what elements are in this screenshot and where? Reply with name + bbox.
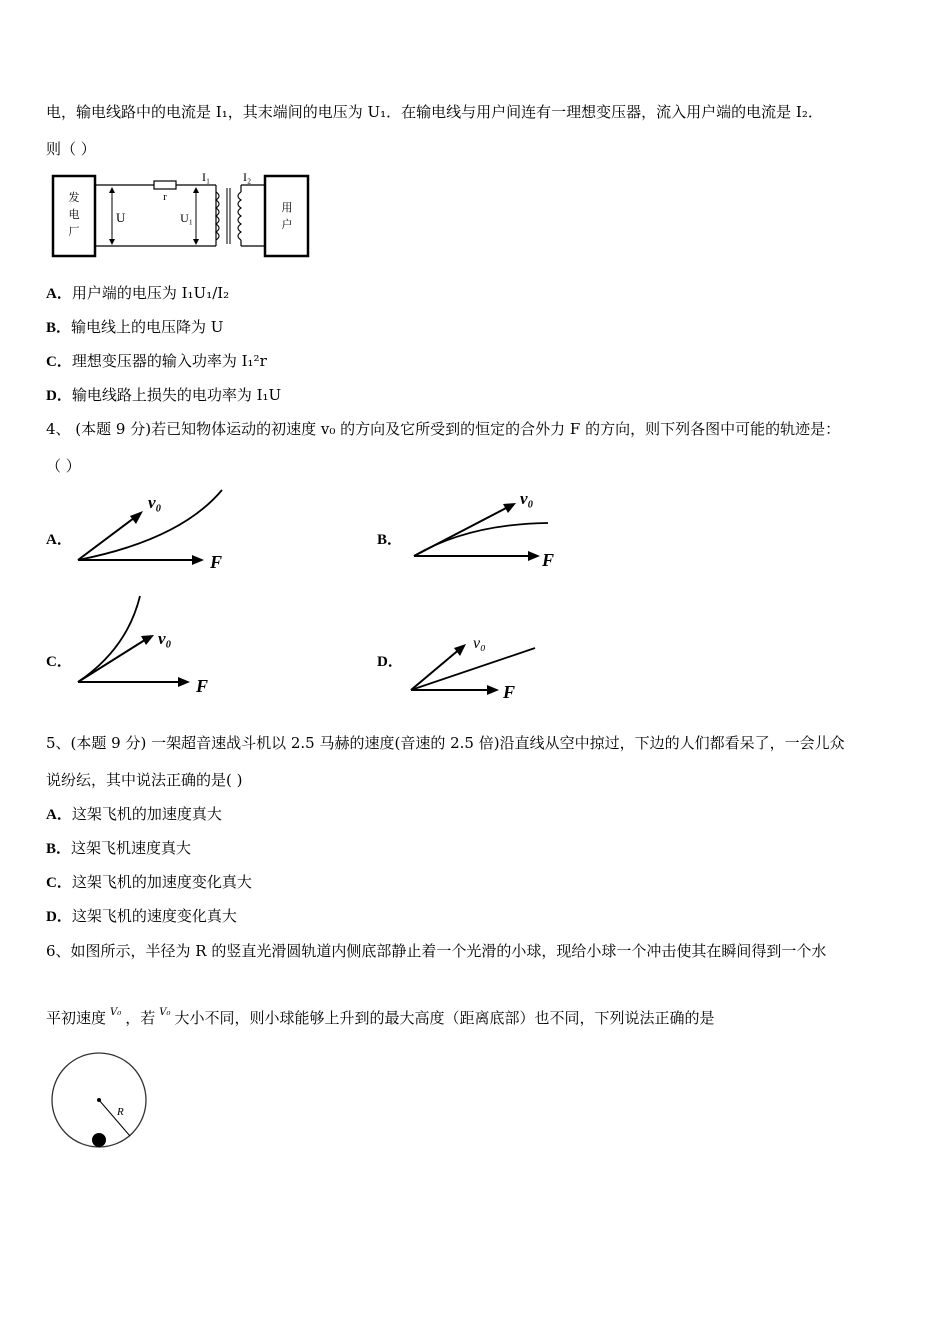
q3-option-c[interactable]: C．理想变压器的输入功率为 I₁²r <box>46 352 267 370</box>
q4-graph-d[interactable] <box>405 626 545 704</box>
q4-option-d-label[interactable]: D． <box>377 654 403 670</box>
q4-stem-line2: （ ） <box>46 457 81 475</box>
secondary-coil <box>238 192 241 240</box>
q5-stem-line1: 5、(本题 9 分) 一架超音速战斗机以 2.5 马赫的速度(音速的 2.5 倍)沿直线从空中掠过，下边的人们都看呆了，一会儿众 <box>46 734 845 752</box>
resistor-r <box>154 181 176 189</box>
v0-label-a: v₀ <box>148 493 162 512</box>
q4-option-a-label[interactable]: A． <box>46 532 72 548</box>
v0-symbol-1: V₀ <box>110 1007 122 1018</box>
q3-option-b[interactable]: B．输电线上的电压降为 U <box>46 318 224 336</box>
q3-option-d[interactable]: D．输电线路上损失的电功率为 I₁U <box>46 386 282 404</box>
I2-label: I₂ <box>243 170 252 184</box>
r-label: r <box>163 191 167 203</box>
circular-track-diagram <box>46 1050 156 1154</box>
U1-label: U₁ <box>180 211 193 225</box>
F-label-c: F <box>196 676 209 696</box>
trajectory-c <box>78 596 140 682</box>
small-ball <box>92 1133 106 1147</box>
q4-graph-c[interactable] <box>72 594 242 702</box>
user-box <box>265 176 308 256</box>
v0-label-d: v₀ <box>473 635 486 652</box>
radius-line <box>99 1100 130 1136</box>
F-label-d: F <box>503 682 516 702</box>
q6-stem-line2: 平初速度 $^{V_0}$ ，若 $^{V_0}$ 大小不同，则小球能够上升到的最大高度（距离底部）也不同，下列说法正确的是 <box>46 1007 715 1027</box>
q4-option-c-label[interactable]: C． <box>46 654 72 670</box>
q5-option-d[interactable]: D．这架飞机的速度变化真大 <box>46 907 237 925</box>
q5-option-a[interactable]: A．这架飞机的加速度真大 <box>46 805 222 823</box>
v0-label-c: v₀ <box>158 629 172 648</box>
q5-option-b[interactable]: B．这架飞机速度真大 <box>46 839 192 857</box>
q5-stem-line2: 说纷纭，其中说法正确的是( ) <box>46 771 243 789</box>
q4-graph-b[interactable] <box>408 486 583 578</box>
q5-option-c[interactable]: C．这架飞机的加速度变化真大 <box>46 873 252 891</box>
plant-char-2: 电 <box>68 209 80 221</box>
F-label-a: F <box>210 552 223 572</box>
q3-stem-line2: 则（ ） <box>46 140 96 158</box>
q4-graph-a[interactable] <box>70 488 240 578</box>
user-char-2: 户 <box>281 219 293 231</box>
primary-coil <box>216 192 219 240</box>
trajectory-d <box>411 648 535 690</box>
radius-label: R <box>117 1106 124 1118</box>
circuit-diagram <box>50 170 312 262</box>
v0-label-b: v₀ <box>520 489 534 508</box>
F-label-b: F <box>542 550 555 570</box>
q3-option-a[interactable]: A．用户端的电压为 I₁U₁/I₂ <box>46 284 230 302</box>
U-label: U <box>116 210 126 225</box>
user-char-1: 用 <box>281 202 293 214</box>
q6-stem-line1: 6、如图所示，半径为 R 的竖直光滑圆轨道内侧底部静止着一个光滑的小球，现给小球一个冲击使其在瞬间得到一个水 <box>46 942 827 960</box>
plant-char-1: 发 <box>68 192 80 204</box>
trajectory-b <box>414 523 548 556</box>
q3-stem-line1: 电，输电线路中的电流是 I₁，其末端间的电压为 U₁．在输电线与用户间连有一理想变压器，流入用户端的电流是 I₂． <box>46 103 823 121</box>
v0-symbol-2: V₀ <box>159 1007 171 1018</box>
plant-char-3: 厂 <box>68 226 80 238</box>
q4-option-b-label[interactable]: B． <box>377 532 403 548</box>
q4-stem-line1: 4、 (本题 9 分)若已知物体运动的初速度 v₀ 的方向及它所受到的恒定的合外力 F 的方向，则下列各图中可能的轨迹是： <box>46 420 841 438</box>
I1-label: I₁ <box>202 170 211 184</box>
